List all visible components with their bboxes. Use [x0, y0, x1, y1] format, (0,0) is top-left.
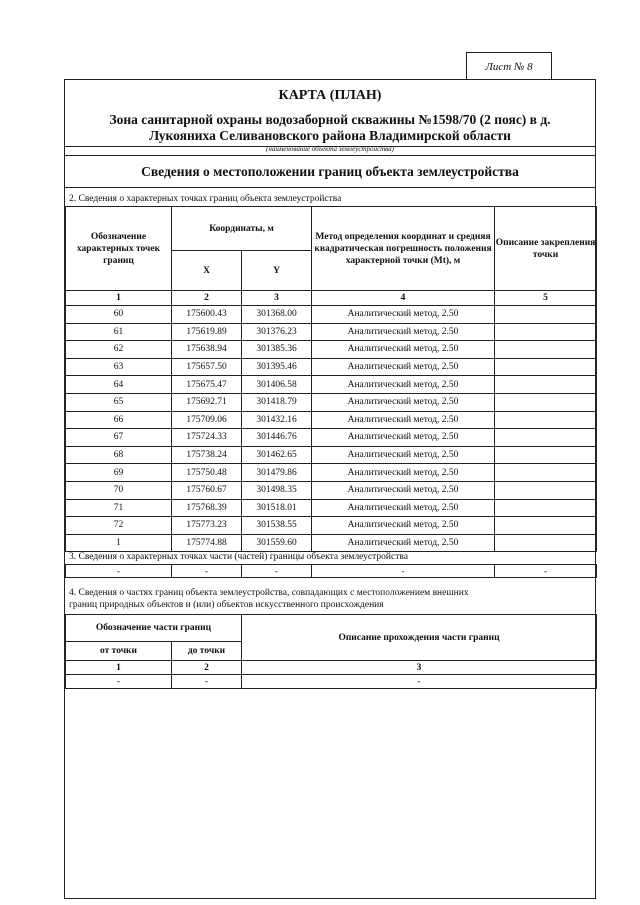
col-number: 3 [242, 291, 312, 306]
header-y: Y [242, 251, 312, 291]
section3-label: 3. Сведения о характерных точках части (частей) границы объекта землеустройства [69, 552, 408, 562]
empty-cell: - [172, 565, 242, 578]
point-id: 69 [66, 464, 172, 482]
coord-x: 175619.89 [172, 323, 242, 341]
table-row [66, 411, 597, 429]
table-row [66, 464, 597, 482]
table-row [66, 341, 597, 359]
header-point: Обозначение характерных точек границ [66, 207, 172, 291]
coord-y: 301395.46 [242, 358, 312, 376]
method: Аналитический метод, 2.50 [312, 446, 495, 464]
coord-x: 175675.47 [172, 376, 242, 394]
col-number: 2 [172, 661, 242, 675]
table-row [66, 481, 597, 499]
divider [65, 155, 595, 156]
point-id: 62 [66, 341, 172, 359]
section4-label-line2: границ природных объектов и (или) объектов искусственного происхождения [69, 600, 384, 610]
table-row [66, 499, 597, 517]
coord-y: 301368.00 [242, 306, 312, 324]
point-id: 60 [66, 306, 172, 324]
table-row [66, 358, 597, 376]
object-caption: (наименование объекта землеустройства) [266, 145, 394, 153]
sheet-number: Лист № 8 [466, 52, 552, 80]
point-desc [495, 499, 597, 517]
point-id: 1 [66, 534, 172, 552]
point-id: 71 [66, 499, 172, 517]
section4-label [69, 587, 469, 611]
header-from: от точки [66, 642, 172, 661]
coord-y: 301559.60 [242, 534, 312, 552]
coord-x: 175738.24 [172, 446, 242, 464]
coord-y: 301498.35 [242, 481, 312, 499]
coord-y: 301462.65 [242, 446, 312, 464]
method: Аналитический метод, 2.50 [312, 429, 495, 447]
header-x: X [172, 251, 242, 291]
method: Аналитический метод, 2.50 [312, 517, 495, 535]
coord-x: 175768.39 [172, 499, 242, 517]
coord-x: 175638.94 [172, 341, 242, 359]
coord-x: 175774.88 [172, 534, 242, 552]
header-part: Обозначение части границ [66, 615, 242, 642]
table-row [66, 306, 597, 324]
point-desc [495, 411, 597, 429]
point-desc [495, 341, 597, 359]
empty-cell: - [242, 675, 597, 689]
point-id: 72 [66, 517, 172, 535]
point-desc [495, 358, 597, 376]
zone-title [65, 112, 595, 144]
method: Аналитический метод, 2.50 [312, 306, 495, 324]
coord-x: 175692.71 [172, 393, 242, 411]
method: Аналитический метод, 2.50 [312, 393, 495, 411]
header-desc: Описание закрепления точки [495, 207, 597, 291]
header-coords: Координаты, м [172, 207, 312, 251]
header-method: Метод определения координат и средняя квадратическая погрешность положения характерной точки (Mt), м [312, 207, 495, 291]
point-desc [495, 446, 597, 464]
coord-y: 301432.16 [242, 411, 312, 429]
empty-cell: - [312, 565, 495, 578]
coord-y: 301385.36 [242, 341, 312, 359]
table-row [66, 376, 597, 394]
divider [65, 187, 595, 188]
empty-cell: - [66, 565, 172, 578]
coord-y: 301418.79 [242, 393, 312, 411]
coord-x: 175760.67 [172, 481, 242, 499]
method: Аналитический метод, 2.50 [312, 499, 495, 517]
method: Аналитический метод, 2.50 [312, 358, 495, 376]
zone-title-line2: Лукояниха Селивановского района Владимирской области [149, 128, 511, 143]
coord-x: 175709.06 [172, 411, 242, 429]
point-id: 70 [66, 481, 172, 499]
empty-cell: - [172, 675, 242, 689]
method: Аналитический метод, 2.50 [312, 534, 495, 552]
coord-y: 301479.86 [242, 464, 312, 482]
coord-y: 301518.01 [242, 499, 312, 517]
coord-x: 175724.33 [172, 429, 242, 447]
parts-points-table [65, 564, 597, 578]
method: Аналитический метод, 2.50 [312, 464, 495, 482]
table-row [66, 517, 597, 535]
point-desc [495, 323, 597, 341]
points-table [65, 206, 597, 552]
empty-cell: - [495, 565, 597, 578]
table-row [66, 534, 597, 552]
header-part-desc: Описание прохождения части границ [242, 615, 597, 661]
point-desc [495, 306, 597, 324]
point-id: 67 [66, 429, 172, 447]
point-desc [495, 481, 597, 499]
table-row [66, 565, 597, 578]
section2-label: 2. Сведения о характерных точках границ объекта землеустройства [69, 194, 342, 204]
method: Аналитический метод, 2.50 [312, 341, 495, 359]
table-row [66, 393, 597, 411]
point-id: 61 [66, 323, 172, 341]
point-id: 64 [66, 376, 172, 394]
page-title: КАРТА (ПЛАН) [278, 88, 382, 103]
table-row [66, 675, 597, 689]
section4-label-line1: 4. Сведения о частях границ объекта землеустройства, совпадающих с местоположением внешних [69, 588, 469, 598]
col-number: 3 [242, 661, 597, 675]
coord-y: 301406.58 [242, 376, 312, 394]
header-to: до точки [172, 642, 242, 661]
col-number: 4 [312, 291, 495, 306]
table-row [66, 446, 597, 464]
coord-x: 175773.23 [172, 517, 242, 535]
col-number: 1 [66, 291, 172, 306]
method: Аналитический метод, 2.50 [312, 376, 495, 394]
coord-y: 301538.55 [242, 517, 312, 535]
document-frame [64, 79, 596, 899]
table-row [66, 429, 597, 447]
point-desc [495, 517, 597, 535]
point-desc [495, 376, 597, 394]
point-id: 63 [66, 358, 172, 376]
col-number: 2 [172, 291, 242, 306]
point-id: 65 [66, 393, 172, 411]
point-desc [495, 429, 597, 447]
method: Аналитический метод, 2.50 [312, 411, 495, 429]
coord-y: 301376.23 [242, 323, 312, 341]
empty-cell: - [242, 565, 312, 578]
coord-x: 175600.43 [172, 306, 242, 324]
point-id: 66 [66, 411, 172, 429]
section-title: Сведения о местоположении границ объекта землеустройства [141, 164, 519, 179]
method: Аналитический метод, 2.50 [312, 323, 495, 341]
table-row [66, 323, 597, 341]
point-desc [495, 534, 597, 552]
method: Аналитический метод, 2.50 [312, 481, 495, 499]
point-desc [495, 393, 597, 411]
boundary-parts-table [65, 614, 597, 689]
coord-x: 175750.48 [172, 464, 242, 482]
empty-cell: - [66, 675, 172, 689]
coord-y: 301446.76 [242, 429, 312, 447]
point-desc [495, 464, 597, 482]
coord-x: 175657.50 [172, 358, 242, 376]
col-number: 5 [495, 291, 597, 306]
col-number: 1 [66, 661, 172, 675]
point-id: 68 [66, 446, 172, 464]
zone-title-line1: Зона санитарной охраны водозаборной скважины №1598/70 (2 пояс) в д. [109, 112, 551, 127]
